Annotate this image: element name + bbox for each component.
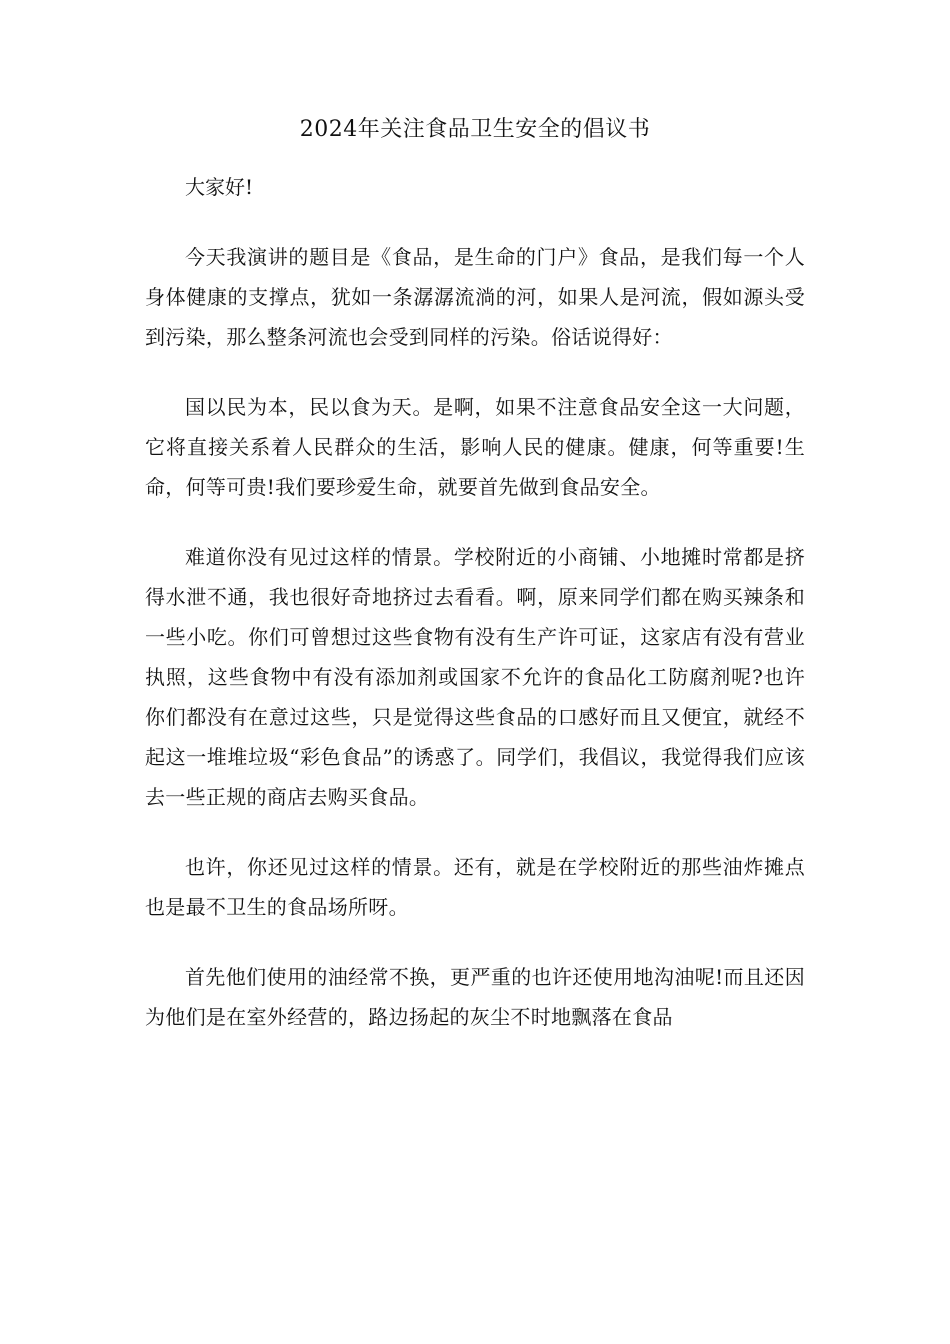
document-title: 2024年关注食品卫生安全的倡议书 [299, 117, 651, 142]
paragraph-2: 国以民为本，民以食为天。是啊，如果不注意食品安全这一大问题，它将直接关系着人民群众的生活，影响人民的健康。健康，何等重要!生命，何等可贵!我们要珍爱生命，就要首先做到食品安全。 [145, 395, 805, 499]
paragraph-5: 首先他们使用的油经常不换，更严重的也许还使用地沟油呢!而且还因为他们是在室外经营的，路边扬起的灰尘不时地飘落在食品 [145, 965, 805, 1029]
greeting: 大家好! [185, 175, 254, 199]
paragraph-1: 今天我演讲的题目是《食品，是生命的门户》食品，是我们每一个人身体健康的支撑点，犹如一条潺潺流淌的河，如果人是河流，假如源头受到污染，那么整条河流也会受到同样的污染。俗话说得好： [145, 245, 805, 349]
paragraph-3: 难道你没有见过这样的情景。学校附近的小商铺、小地摊时常都是挤得水泄不通，我也很好奇地挤过去看看。啊，原来同学们都在购买辣条和一些小吃。你们可曾想过这些食物有没有生产许可证，这家店有没有营业执照，这些食物中有没有添加剂或国家不允许的食品化工防腐剂呢?也许你们都没有在意过这些，只是觉得这些食品的口感好而且又便宜，就经不起这一堆堆垃圾“彩色食品”的诱惑了。同学们，我倡议，我觉得我们应该去一些正规的商店去购买食品。 [145, 545, 805, 809]
paragraph-4: 也许，你还见过这样的情景。还有，就是在学校附近的那些油炸摊点也是最不卫生的食品场所呀。 [145, 855, 805, 919]
